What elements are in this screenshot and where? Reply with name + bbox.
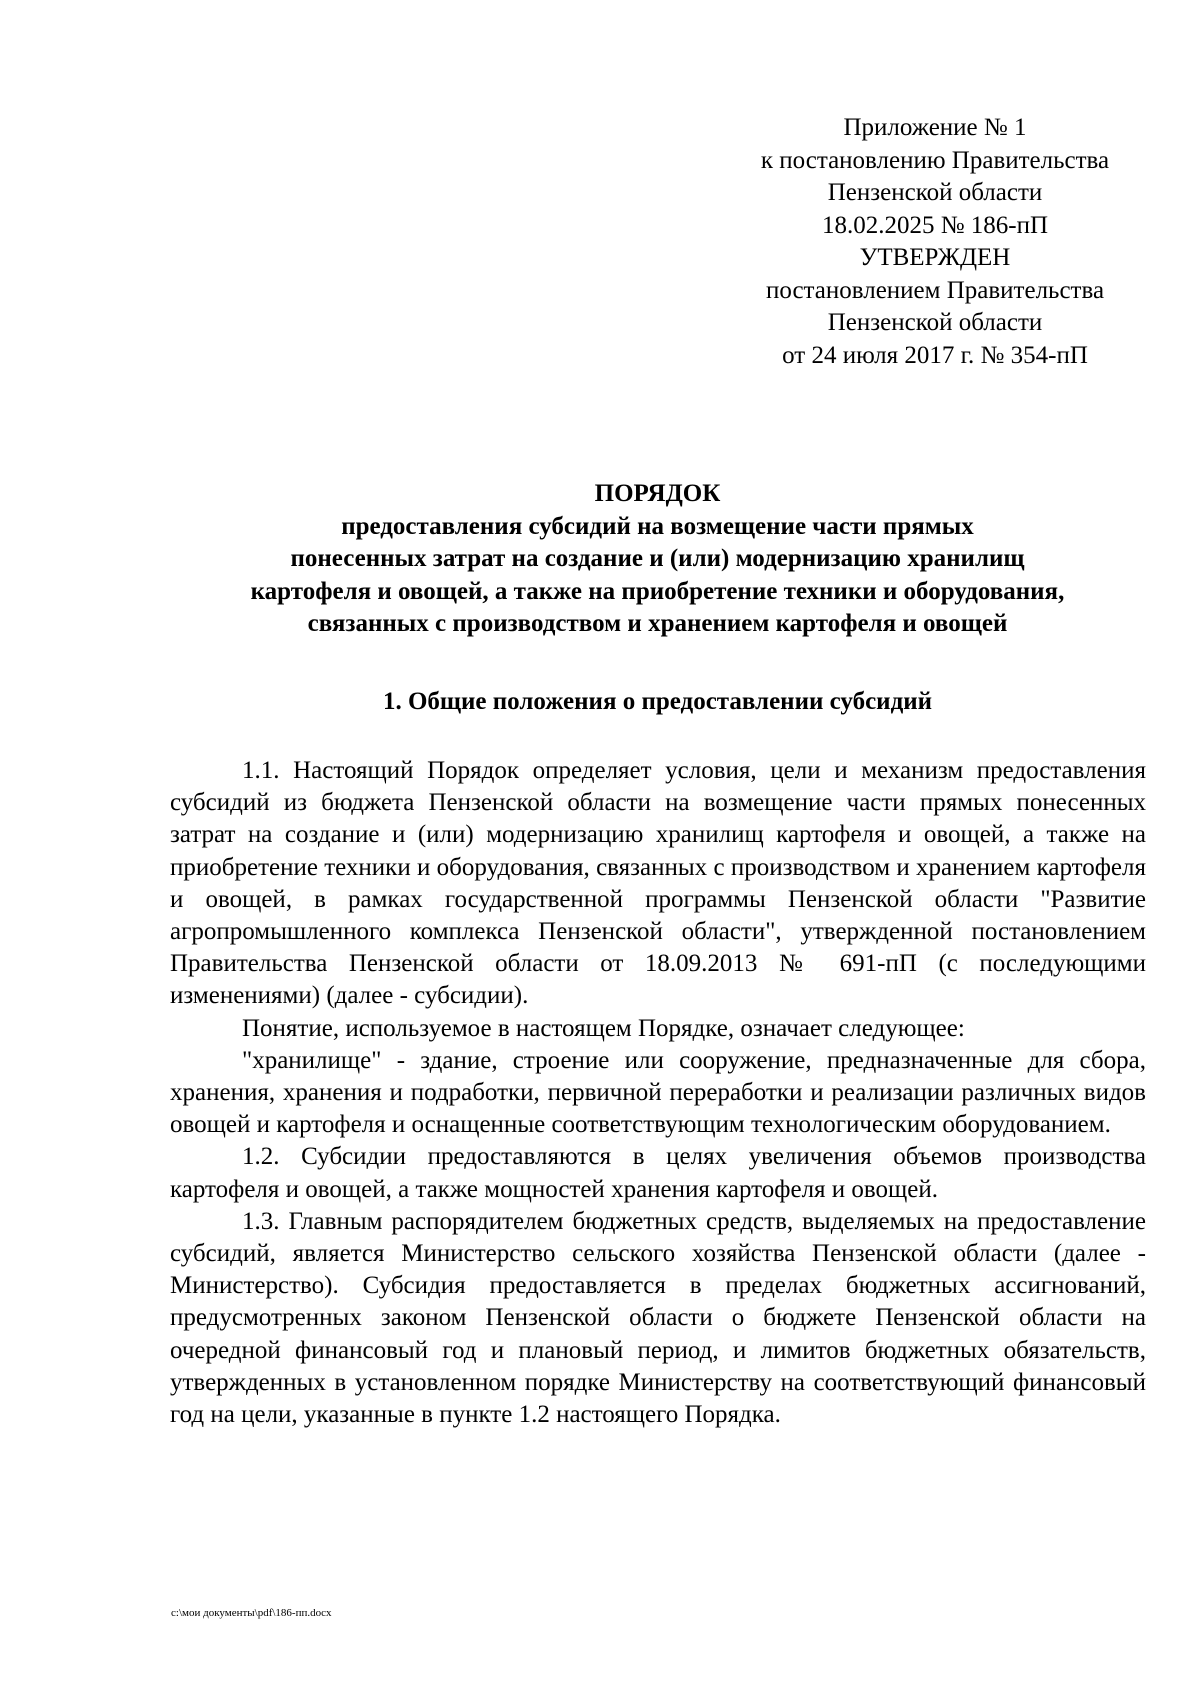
section-heading: 1. Общие положения о предоставлении субсидий bbox=[382, 688, 933, 715]
appendix-number: Приложение № 1 bbox=[843, 114, 1027, 141]
title-line: картофеля и овощей, а также на приобретение техники и оборудования, bbox=[250, 577, 1065, 605]
approved-region-name: Пензенской области bbox=[827, 309, 1043, 336]
approved-by-decree: постановлением Правительства bbox=[765, 276, 1105, 304]
decree-reference: к постановлению Правительства bbox=[760, 146, 1110, 174]
title-line: понесенных затрат на создание и (или) модернизацию хранилищ bbox=[290, 545, 1025, 572]
section-body bbox=[170, 755, 1146, 1431]
title-line: предоставления субсидий на возмещение части прямых bbox=[341, 512, 974, 540]
original-decree-date: от 24 июля 2017 г. № 354-пП bbox=[782, 341, 1088, 369]
decree-date-number: 18.02.2025 № 186-пП bbox=[821, 211, 1049, 239]
paragraph-definition-intro: Понятие, используемое в настоящем Порядке, означает следующее: bbox=[242, 1014, 965, 1042]
paragraph-1-3: 1.3. Главным распорядителем бюджетных средств, выделяемых на предоставление субсидий, является Министерство сельского хозяйства Пензенской области (далее - Министерство). Субсидия предоставляется в пределах бюджетных ассигнований, предусмотренных законом Пензенской области о бюджете Пензенской области на очередной финансовый год и плановый период, и лимитов бюджетных обязательств, утвержденных в установленном порядке Министерству на соответствующий финансовый год на цели, указанные в пункте 1.2 настоящего Порядка. bbox=[170, 1207, 1146, 1429]
paragraph-1-2: 1.2. Субсидии предоставляются в целях увеличения объемов производства картофеля и овощей, а также мощностей хранения картофеля и овощей. bbox=[170, 1143, 1146, 1203]
approved-label: УТВЕРЖДЕН bbox=[859, 244, 1011, 271]
title-main: ПОРЯДОК bbox=[594, 480, 721, 507]
document-title bbox=[170, 478, 1145, 641]
paragraph-1-1: 1.1. Настоящий Порядок определяет условия, цели и механизм предоставления субсидий из бюджета Пензенской области на возмещение части прямых понесенных затрат на создание и (или) модернизацию хранилищ картофеля и овощей, а также на приобретение техники и оборудования, связанных с производством и хранением картофеля и овощей, в рамках государственной программы Пензенской области "Развитие агропромышленного комплекса Пензенской области", утвержденной постановлением Правительства Пензенской области от 18.09.2013 № 691-пП (с последующими изменениями) (далее - субсидии). bbox=[170, 757, 1146, 1010]
title-line: связанных с производством и хранением картофеля и овощей bbox=[307, 610, 1008, 637]
paragraph-definition-storage: "хранилище" - здание, строение или сооружение, предназначенные для сбора, хранения, хранения и подработки, первичной переработки и реализации различных видов овощей и картофеля и оснащенные соответствующим технологическим оборудованием. bbox=[170, 1046, 1146, 1139]
region-name: Пензенской области bbox=[827, 179, 1043, 206]
approval-stamp bbox=[725, 112, 1145, 372]
footer-file-path: c:\мои документы\pdf\186-пп.docx bbox=[171, 1607, 332, 1619]
